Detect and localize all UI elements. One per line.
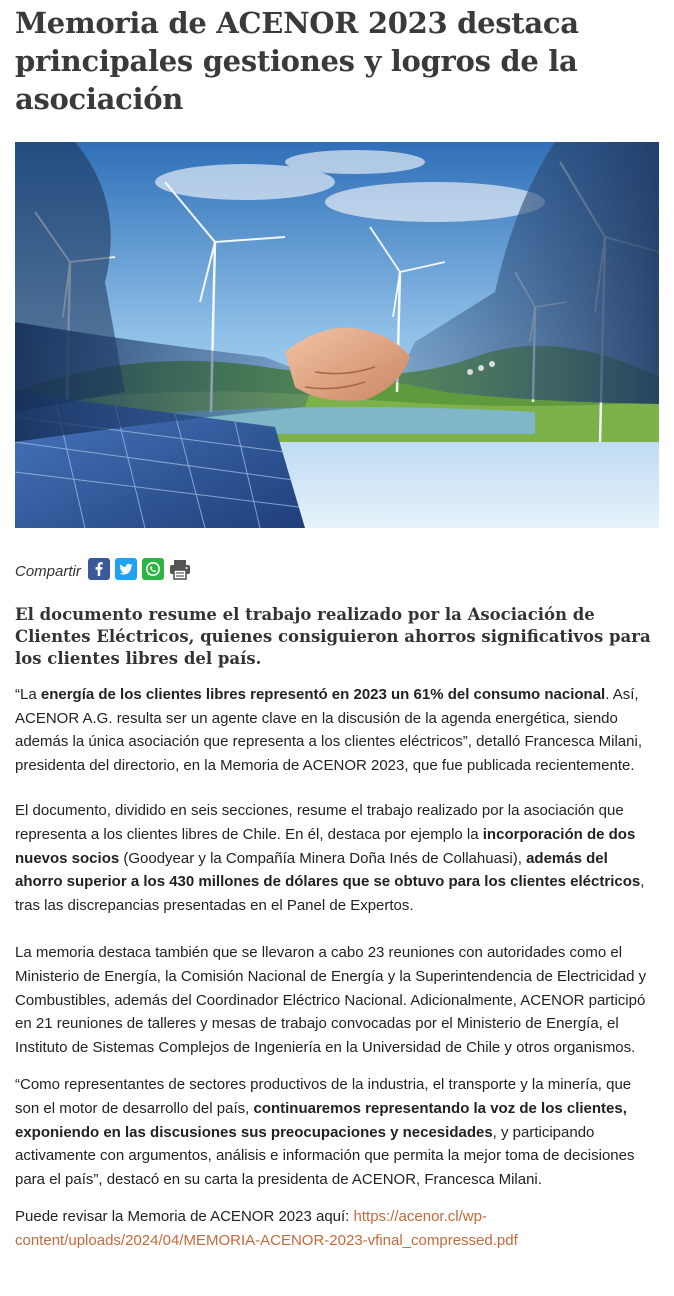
- p2-text-e: , tras las discrepancias presentadas en el Panel de Expertos.: [15, 873, 645, 914]
- share-label: Compartir: [15, 562, 81, 580]
- p2-text-a: El documento, dividido en seis secciones, resume el trabajo realizado por la asociación que representa a los clientes libres de Chile. En él, destaca por ejemplo la: [15, 802, 624, 843]
- twitter-icon[interactable]: [115, 558, 137, 580]
- p2-bold-1: incorporación de dos nuevos socios: [15, 825, 636, 867]
- hero-image: [15, 142, 659, 528]
- article-lead: El documento resume el trabajo realizado por la Asociación de Clientes Eléctricos, quienes consiguieron ahorros significativos para los clientes libres del país.: [15, 605, 651, 668]
- paragraph-5: [15, 1205, 659, 1252]
- memoria-pdf-link[interactable]: https://acenor.cl/wp-content/uploads/2024/04/MEMORIA-ACENOR-2023-vfinal_compressed.pdf: [15, 1208, 518, 1249]
- whatsapp-icon[interactable]: [142, 558, 164, 580]
- article: [0, 4, 674, 1252]
- p5-text: Puede revisar la Memoria de ACENOR 2023 aquí:: [15, 1208, 354, 1226]
- paragraph-1: [15, 683, 659, 777]
- article-title: Memoria de ACENOR 2023 destaca principales gestiones y logros de la asociación: [15, 6, 579, 116]
- p2-text-c: (Goodyear y la Compañía Minera Doña Inés de Collahuasi),: [119, 849, 527, 867]
- p1-text-c: . Así, ACENOR A.G. resulta ser un agente clave en la discusión de la agenda energética, siendo además la única asociación que representa a los clientes eléctricos”, detalló Francesca Milani, presidenta del directorio, en la Memoria de ACENOR 2023, que fue publicada recientemente.: [15, 686, 642, 774]
- p2-bold-2: además del ahorro superior a los 430 millones de dólares que se obtuvo para los clientes eléctricos: [15, 849, 641, 891]
- paragraph-3: La memoria destaca también que se llevaron a cabo 23 reuniones con autoridades como el Ministerio de Energía, la Comisión Nacional de Energía y la Superintendencia de Electricidad y Combustibles, además del Coordinador Eléctrico Nacional. Adicionalmente, ACENOR participó en 21 reuniones de talleres y mesas de trabajo convocadas por el Ministerio de Energía, el Instituto de Sistemas Complejos de Ingeniería en la Universidad de Chile y otros organismos.: [15, 944, 647, 1056]
- p4-bold: continuaremos representando la voz de los clientes, exponiendo en las discusiones sus preocupaciones y necesidades: [15, 1099, 627, 1141]
- paragraph-2: [15, 799, 659, 917]
- paragraph-4: [15, 1073, 659, 1191]
- hero-illustration: [15, 142, 659, 528]
- share-bar: [15, 556, 659, 582]
- p4-text-c: , y participando activamente con argumentos, análisis e información que permita la mejor toma de decisiones para el país”, destacó en su carta la presidenta de ACENOR, Francesca Milani.: [15, 1123, 635, 1188]
- p1-text-a: “La: [15, 686, 41, 703]
- p4-text-a: “Como representantes de sectores productivos de la industria, el transporte y la minería, que son el motor de desarrollo del país,: [15, 1076, 632, 1117]
- facebook-icon[interactable]: [88, 558, 110, 580]
- print-icon[interactable]: [169, 558, 191, 580]
- p1-bold: energía de los clientes libres representó en 2023 un 61% del consumo nacional: [40, 686, 606, 703]
